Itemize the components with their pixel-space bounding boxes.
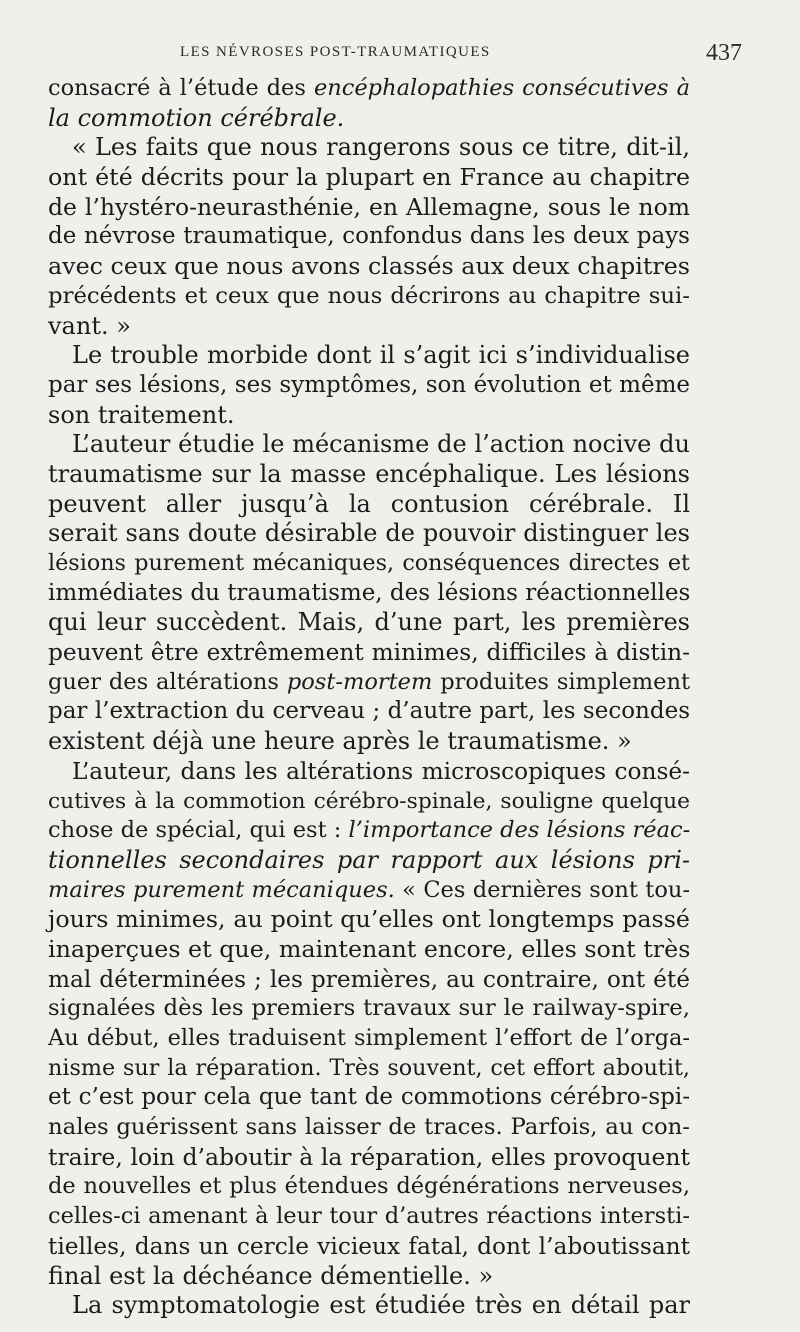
text-line [48, 252, 690, 282]
italic-text: post-mortem [286, 668, 433, 695]
text-line [48, 104, 690, 134]
text-line [48, 816, 690, 846]
text-segment: de névrose traumatique, confondus dans les deux pays [48, 223, 690, 250]
text-segment: et c’est pour cela que tant de commotions cérébro-spi- [48, 1084, 690, 1111]
text-segment: produites simplement [432, 668, 690, 695]
text-line [48, 430, 690, 460]
text-line [48, 1262, 690, 1292]
text-line [48, 994, 690, 1024]
text-segment: de nouvelles et plus étendues dégénérations nerveuses, [48, 1173, 690, 1200]
italic-text: tionnelles secondaires par rapport aux lésions pri- [48, 845, 690, 874]
italic-text: encéphalopathies consécutives à [313, 75, 690, 101]
text-line [48, 935, 690, 965]
text-segment: son traitement. [48, 400, 235, 429]
text-line [48, 371, 690, 401]
text-line [48, 697, 690, 727]
text-line [48, 1202, 690, 1232]
text-segment: L’auteur, dans les altérations microscopiques consé- [72, 757, 690, 785]
text-segment: L’auteur étudie le mécanisme de l’action nocive du [72, 430, 690, 459]
text-line [48, 1143, 690, 1173]
text-line [48, 163, 690, 193]
italic-text: la commotion cérébrale. [48, 103, 345, 132]
text-segment: Au début, elles traduisent simplement l’effort de l’orga- [48, 1025, 690, 1051]
text-segment: qui leur succèdent. Mais, d’une part, les premières [48, 608, 690, 637]
text-line [48, 1172, 690, 1202]
text-segment: vant. » [48, 311, 131, 340]
text-line [48, 846, 690, 876]
text-segment: chose de spécial, qui est : [48, 817, 349, 844]
text-line [48, 638, 690, 668]
text-segment: avec ceux que nous avons classés aux deux chapitres [48, 252, 690, 281]
page-number: 437 [706, 40, 742, 66]
text-segment: nales guérissent sans laisser de traces. Parfois, au con- [48, 1114, 690, 1141]
text-line [48, 965, 690, 995]
text-line [48, 668, 690, 698]
text-line [48, 133, 690, 163]
text-line [48, 1083, 690, 1113]
text-segment: La symptomatologie est étudiée très en détail par [72, 1291, 690, 1320]
text-line [48, 1054, 690, 1084]
text-segment: guer des altérations [48, 668, 287, 695]
text-line [48, 1024, 690, 1054]
text-segment: précédents et ceux que nous décrirons au chapitre sui- [48, 282, 690, 309]
text-line [48, 74, 690, 104]
text-line [48, 727, 690, 757]
text-segment: nisme sur la réparation. Très souvent, cet effort aboutit, [48, 1054, 690, 1081]
text-segment: serait sans doute désirable de pouvoir distinguer les [48, 519, 690, 548]
text-segment: « Les faits que nous rangerons sous ce titre, dit-il, [72, 133, 690, 162]
body-text [48, 74, 690, 1321]
italic-text: maires purement mécaniques. [48, 876, 395, 903]
text-segment: immédiates du traumatisme, des lésions réactionnelles [48, 579, 691, 606]
text-segment: « Ces dernières sont tou- [394, 876, 690, 903]
text-line [48, 1232, 690, 1262]
text-line [48, 341, 690, 371]
text-line [48, 608, 690, 638]
text-line [48, 401, 690, 431]
text-line [48, 490, 690, 520]
text-line [48, 757, 690, 787]
text-segment: par ses lésions, ses symptômes, son évolution et même [48, 371, 690, 398]
text-segment: ont été décrits pour la plupart en France au chapitre [48, 163, 690, 192]
running-head [60, 40, 742, 66]
text-segment: signalées dès les premiers travaux sur le railway-spire, [48, 995, 690, 1022]
text-line [48, 1113, 690, 1143]
text-line [48, 222, 690, 252]
text-line [48, 193, 690, 223]
text-segment: traire, loin d’aboutir à la réparation, elles provoquent [48, 1142, 690, 1171]
text-segment: traumatisme sur la masse encéphalique. Les lésions [48, 459, 690, 488]
text-segment: inaperçues et que, maintenant encore, elles sont très [48, 934, 691, 963]
text-segment: final est la déchéance démentielle. » [48, 1261, 494, 1290]
text-segment: jours minimes, au point qu’elles ont longtemps passé [48, 905, 690, 934]
text-line [48, 282, 690, 312]
text-line [48, 549, 690, 579]
text-line [48, 876, 690, 906]
text-line [48, 460, 690, 490]
text-segment: celles-ci amenant à leur tour d’autres réactions intersti- [48, 1203, 690, 1230]
text-line [48, 579, 690, 609]
text-segment: consacré à l’étude des [48, 75, 314, 101]
text-segment: par l’extraction du cerveau ; d’autre part, les secondes [48, 698, 690, 725]
text-segment: peuvent aller jusqu’à la contusion cérébrale. Il [48, 489, 690, 518]
text-line [48, 312, 690, 342]
text-line [48, 905, 690, 935]
running-title: LES NÉVROSES POST-TRAUMATIQUES [180, 44, 491, 60]
text-segment: cutives à la commotion cérébro-spinale, souligne quelque [48, 788, 690, 814]
text-segment: peuvent être extrêmement minimes, difficiles à distin- [48, 639, 690, 667]
text-line [48, 787, 690, 817]
text-segment: tielles, dans un cercle vicieux fatal, dont l’aboutissant [48, 1232, 690, 1260]
text-segment: Le trouble morbide dont il s’agit ici s’individualise [72, 341, 690, 370]
text-segment: de l’hystéro-neurasthénie, en Allemagne, sous le nom [48, 192, 690, 221]
text-segment: lésions purement mécaniques, conséquences directes et [48, 550, 690, 576]
italic-text: l’importance des lésions réac- [348, 817, 691, 844]
text-segment: existent déjà une heure après le traumatisme. » [48, 727, 632, 756]
text-segment: mal déterminées ; les premières, au contraire, ont été [48, 965, 690, 993]
text-line [48, 519, 690, 549]
text-line [48, 1291, 690, 1321]
